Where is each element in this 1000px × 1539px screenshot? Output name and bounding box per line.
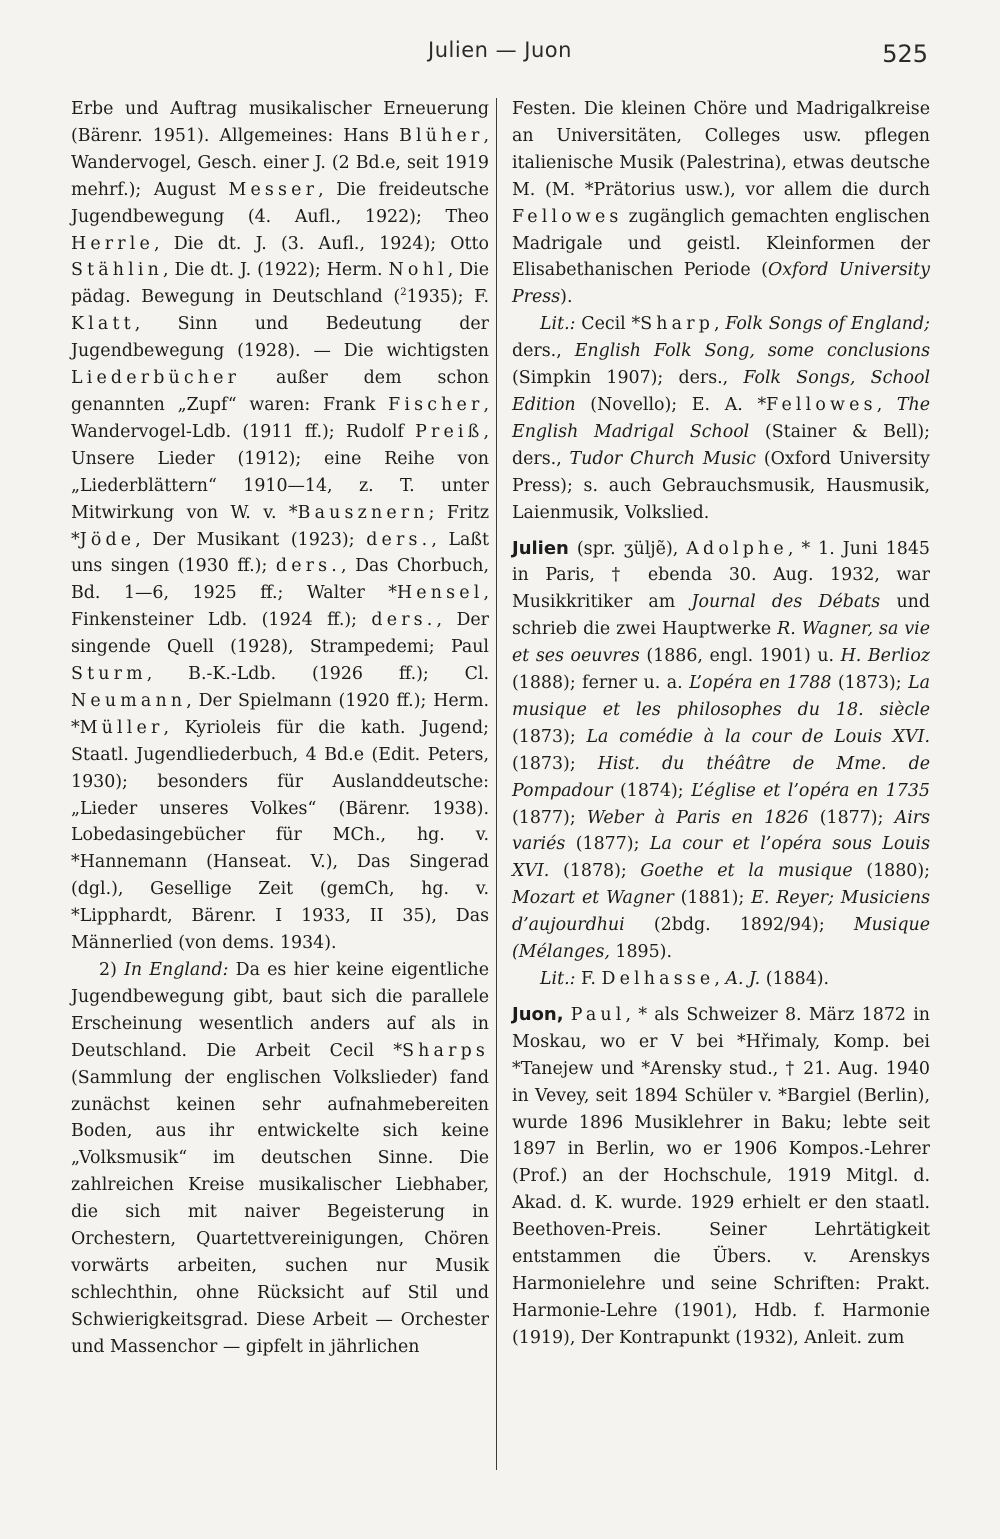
spaced-name: Nohl	[388, 260, 448, 281]
italic-title: In England:	[124, 960, 229, 980]
entry-juon: Juon, Paul, * als Schweizer 8. März 1872 in Moskau, wo er V bei *Hřimaly, Komp. bei *Tanejew und *Arensky stud., † 21. Aug. 1940 in Vevey, seit 1894 Schüler v. *Bargiel (Berlin), wurde 1896 Musiklehrer in Baku; lebte seit 1897 in Berlin, wo er 1906 Kompos.-Lehrer (Prof.) an der Hochschule, 1919 Mitgl. d. Akad. d. K. wurde. 1929 erhielt er den staatl. Beethoven-Preis. Seiner Lehrtätigkeit entstammen die Übers. v. Arenskys Harmonielehre und seine Schriften: Prakt. Harmonie-Lehre (1901), Hdb. f. Harmonie (1919), Der Kontrapunkt (1932), Anleit. zum	[512, 1003, 930, 1348]
page-number: 525	[882, 40, 928, 68]
column-divider	[496, 98, 497, 1470]
edition-superscript: 2	[400, 287, 407, 299]
spaced-name: Klatt	[71, 314, 135, 335]
italic-title: La musique et les philosophes du 18. siècle	[512, 673, 930, 720]
paragraph-jugendbewegung-literature: Erbe und Auftrag musikalischer Erneuerung (Bärenr. 1951). Allgemeines: Hans Blüher, Wandervogel, Gesch. einer J. (2 Bd.e, seit 1919 mehrf.); August Messer, Die freideutsche Jugendbewegung (4. Aufl., 1922); Theo Herrle, Die dt. J. (3. Aufl., 1924); Otto Stählin, Die dt. J. (1922); Herm. Nohl, Die pädag. Bewegung in Deutschland ($^2$1935); F. Klatt, Sinn und Bedeutung der Jugendbewegung (1928). — Die wichtigsten Liederbücher außer dem schon genannten „Zupf“ waren: Frank Fischer, Wandervogel-Ldb. (1911 ff.); Rudolf Preiß, Unsere Lieder (1912); eine Reihe von „Liederblättern“ 1910—14, z. T. unter Mitwirkung von W. v. *Bausznern; Fritz *Jöde, Der Musikant (1923); ders., Laßt uns singen (1930 ff.); ders., Das Chorbuch, Bd. 1—6, 1925 ff.; Walter *Hensel, Finkensteiner Ldb. (1924 ff.); ders., Der singende Quell (1928), Strampedemi; Paul Sturm, B.-K.-Ldb. (1926 ff.); Cl. Neumann, Der Spielmann (1920 ff.); Herm. *Müller, Kyrioleis für die kath. Jugend; Staatl. Jugendliederbuch, 4 Bd.e (Edit. Peters, 1930); besonders für Auslanddeutsche: „Lieder unseres Volkes“ (Bärenr. 1938). Lobedasingebücher für MCh., hg. v. *Hannemann (Hanseat. V.), Das Singerad (dgl.), Gesellige Zeit (gemCh, hg. v. *Lipphardt, Bärenr. I 1933, II 35), Das Männerlied (von dems. 1934).	[71, 99, 490, 954]
spaced-name: Neumann	[71, 690, 187, 711]
spaced-name: Stählin	[71, 260, 164, 281]
italic-title: E. Reyer; Musiciens d’aujourdhui	[512, 888, 930, 936]
italic-title: Musique (Mélanges,	[512, 915, 930, 963]
italic-title: Mozart et Wagner	[512, 888, 674, 909]
right-column	[512, 96, 930, 1352]
spaced-name: Messer	[228, 179, 319, 200]
spaced-name: Delhasse	[601, 969, 715, 989]
paragraph-lit-england: Lit.: Cecil *Sharp, Folk Songs of England; ders., English Folk Song, some conclusions (Simpkin 1907); ders., Folk Songs, School Edition (Novello); E. A. *Fellowes, The English Madrigal School (Stainer & Bell); ders., Tudor Church Music (Oxford University Press); s. auch Gebrauchsmusik, Hausmusik, Laienmusik, Volkslied.	[512, 314, 931, 523]
italic-title: English Folk Song, some conclusions	[574, 341, 930, 362]
spaced-name: ders.	[275, 556, 341, 577]
spaced-name: ders.	[366, 529, 432, 550]
spaced-name: Preiß	[415, 421, 484, 442]
spaced-name: Müller	[79, 717, 164, 738]
italic-title: Tudor Church Music	[569, 448, 757, 469]
italic-title: A. J.	[725, 969, 761, 989]
spaced-name: Herrle	[71, 233, 154, 254]
italic-title: Lit.:	[540, 969, 576, 989]
paragraph-in-england: 2) In England: Da es hier keine eigentliche Jugendbewegung gibt, baut sich die parallele Erscheinung wesentlich anders auf als in Deutschland. Die Arbeit Cecil *Sharps (Sammlung der englischen Volkslieder) fand zunächst keinen sehr aufnahmebereiten Boden, aus ihr entwickelte sich keine „Volksmusik“ im deutschen Sinne. Die zahlreichen Kreise musikalischer Liebhaber, die sich mit naiver Begeisterung in Orchestern, Quartettvereinigungen, Chören vorwärts arbeiten, suchen nur Musik schlechthin, ohne Rücksicht auf Stil und Schwierigkeitsgrad. Diese Arbeit — Orchester und Massenchor — gipfelt in jährlichen	[71, 960, 489, 1357]
spaced-name: Sharp	[640, 314, 715, 335]
italic-title: Hist. du théâtre de Mme. de Pompadour	[512, 753, 930, 801]
spaced-name: Fellowes	[512, 206, 623, 227]
italic-title: Goethe et la musique	[640, 861, 853, 882]
italic-title: Oxford University Press	[512, 260, 930, 308]
entry-headword: Julien	[512, 537, 569, 559]
italic-title: La comédie à la cour de Louis XVI.	[586, 726, 930, 747]
italic-title: Airs variés	[512, 807, 931, 855]
italic-title: L’opéra en 1788	[689, 673, 832, 694]
spaced-name: Hensel	[396, 583, 484, 604]
italic-title: Lit.:	[540, 314, 576, 335]
running-title: Julien — Juon	[428, 38, 572, 62]
spaced-name: ders.	[371, 610, 437, 631]
spaced-name: Blüher	[399, 125, 484, 146]
spaced-name: Jöde	[79, 529, 136, 550]
italic-title: R. Wagner, sa vie et ses oeuvres	[512, 619, 930, 667]
italic-title: Weber à Paris en 1826	[586, 807, 809, 828]
entry-julien: Julien (spr. ʒüljẽ), Adolphe, * 1. Juni 1845 in Paris, † ebenda 30. Aug. 1932, war Musikkritiker am Journal des Débats und schrieb die zwei Hauptwerke R. Wagner, sa vie et ses oeuvres (1886, engl. 1901) u. H. Berlioz (1888); ferner u. a. L’opéra en 1788 (1873); La musique et les philosophes du 18. siècle (1873); La comédie à la cour de Louis XVI. (1873); Hist. du théâtre de Mme. de Pompadour (1874); L’église et l’opéra en 1735 (1877); Weber à Paris en 1826 (1877); Airs variés (1877); La cour et l’opéra sous Louis XVI. (1878); Goethe et la musique (1880); Mozart et Wagner (1881); E. Reyer; Musiciens d’aujourdhui (2bdg. 1892/94); Musique (Mélanges, 1895).	[512, 537, 931, 963]
spaced-name: Paul	[570, 1004, 626, 1025]
italic-title: L’église et l’opéra en 1735	[691, 780, 930, 801]
italic-title: Journal des Débats	[691, 592, 881, 613]
italic-title: La cour et l’opéra sous Louis XVI.	[512, 834, 930, 882]
paragraph-england-continued: Festen. Die kleinen Chöre und Madrigalkreise an Universitäten, Colleges usw. pflegen italienische Musik (Palestrina), etwas deutsche M. (M. *Prätorius usw.), vor allem die durch Fellowes zugänglich gemachten englischen Madrigale und geistl. Kleinformen der Elisabethanischen Periode (Oxford University Press).	[512, 99, 930, 308]
spaced-name: Bausznern	[297, 502, 429, 523]
italic-title: The English Madrigal School	[512, 394, 930, 442]
entry-headword: Juon,	[512, 1003, 564, 1025]
spaced-name: Liederbücher	[71, 368, 241, 389]
spaced-name: Fellowes	[766, 394, 877, 415]
italic-title: Folk Songs, School Edition	[512, 368, 931, 415]
paragraph-lit-julien: Lit.: F. Delhasse, A. J. (1884).	[540, 969, 830, 989]
left-column	[71, 96, 489, 1361]
spaced-name: Sturm	[71, 664, 147, 685]
spaced-name: Fischer	[388, 394, 484, 415]
italic-title: H. Berlioz	[840, 646, 930, 667]
spaced-name: Adolphe	[686, 538, 788, 559]
italic-title: Folk Songs of England;	[725, 314, 930, 335]
spaced-name: Sharps	[402, 1040, 489, 1061]
